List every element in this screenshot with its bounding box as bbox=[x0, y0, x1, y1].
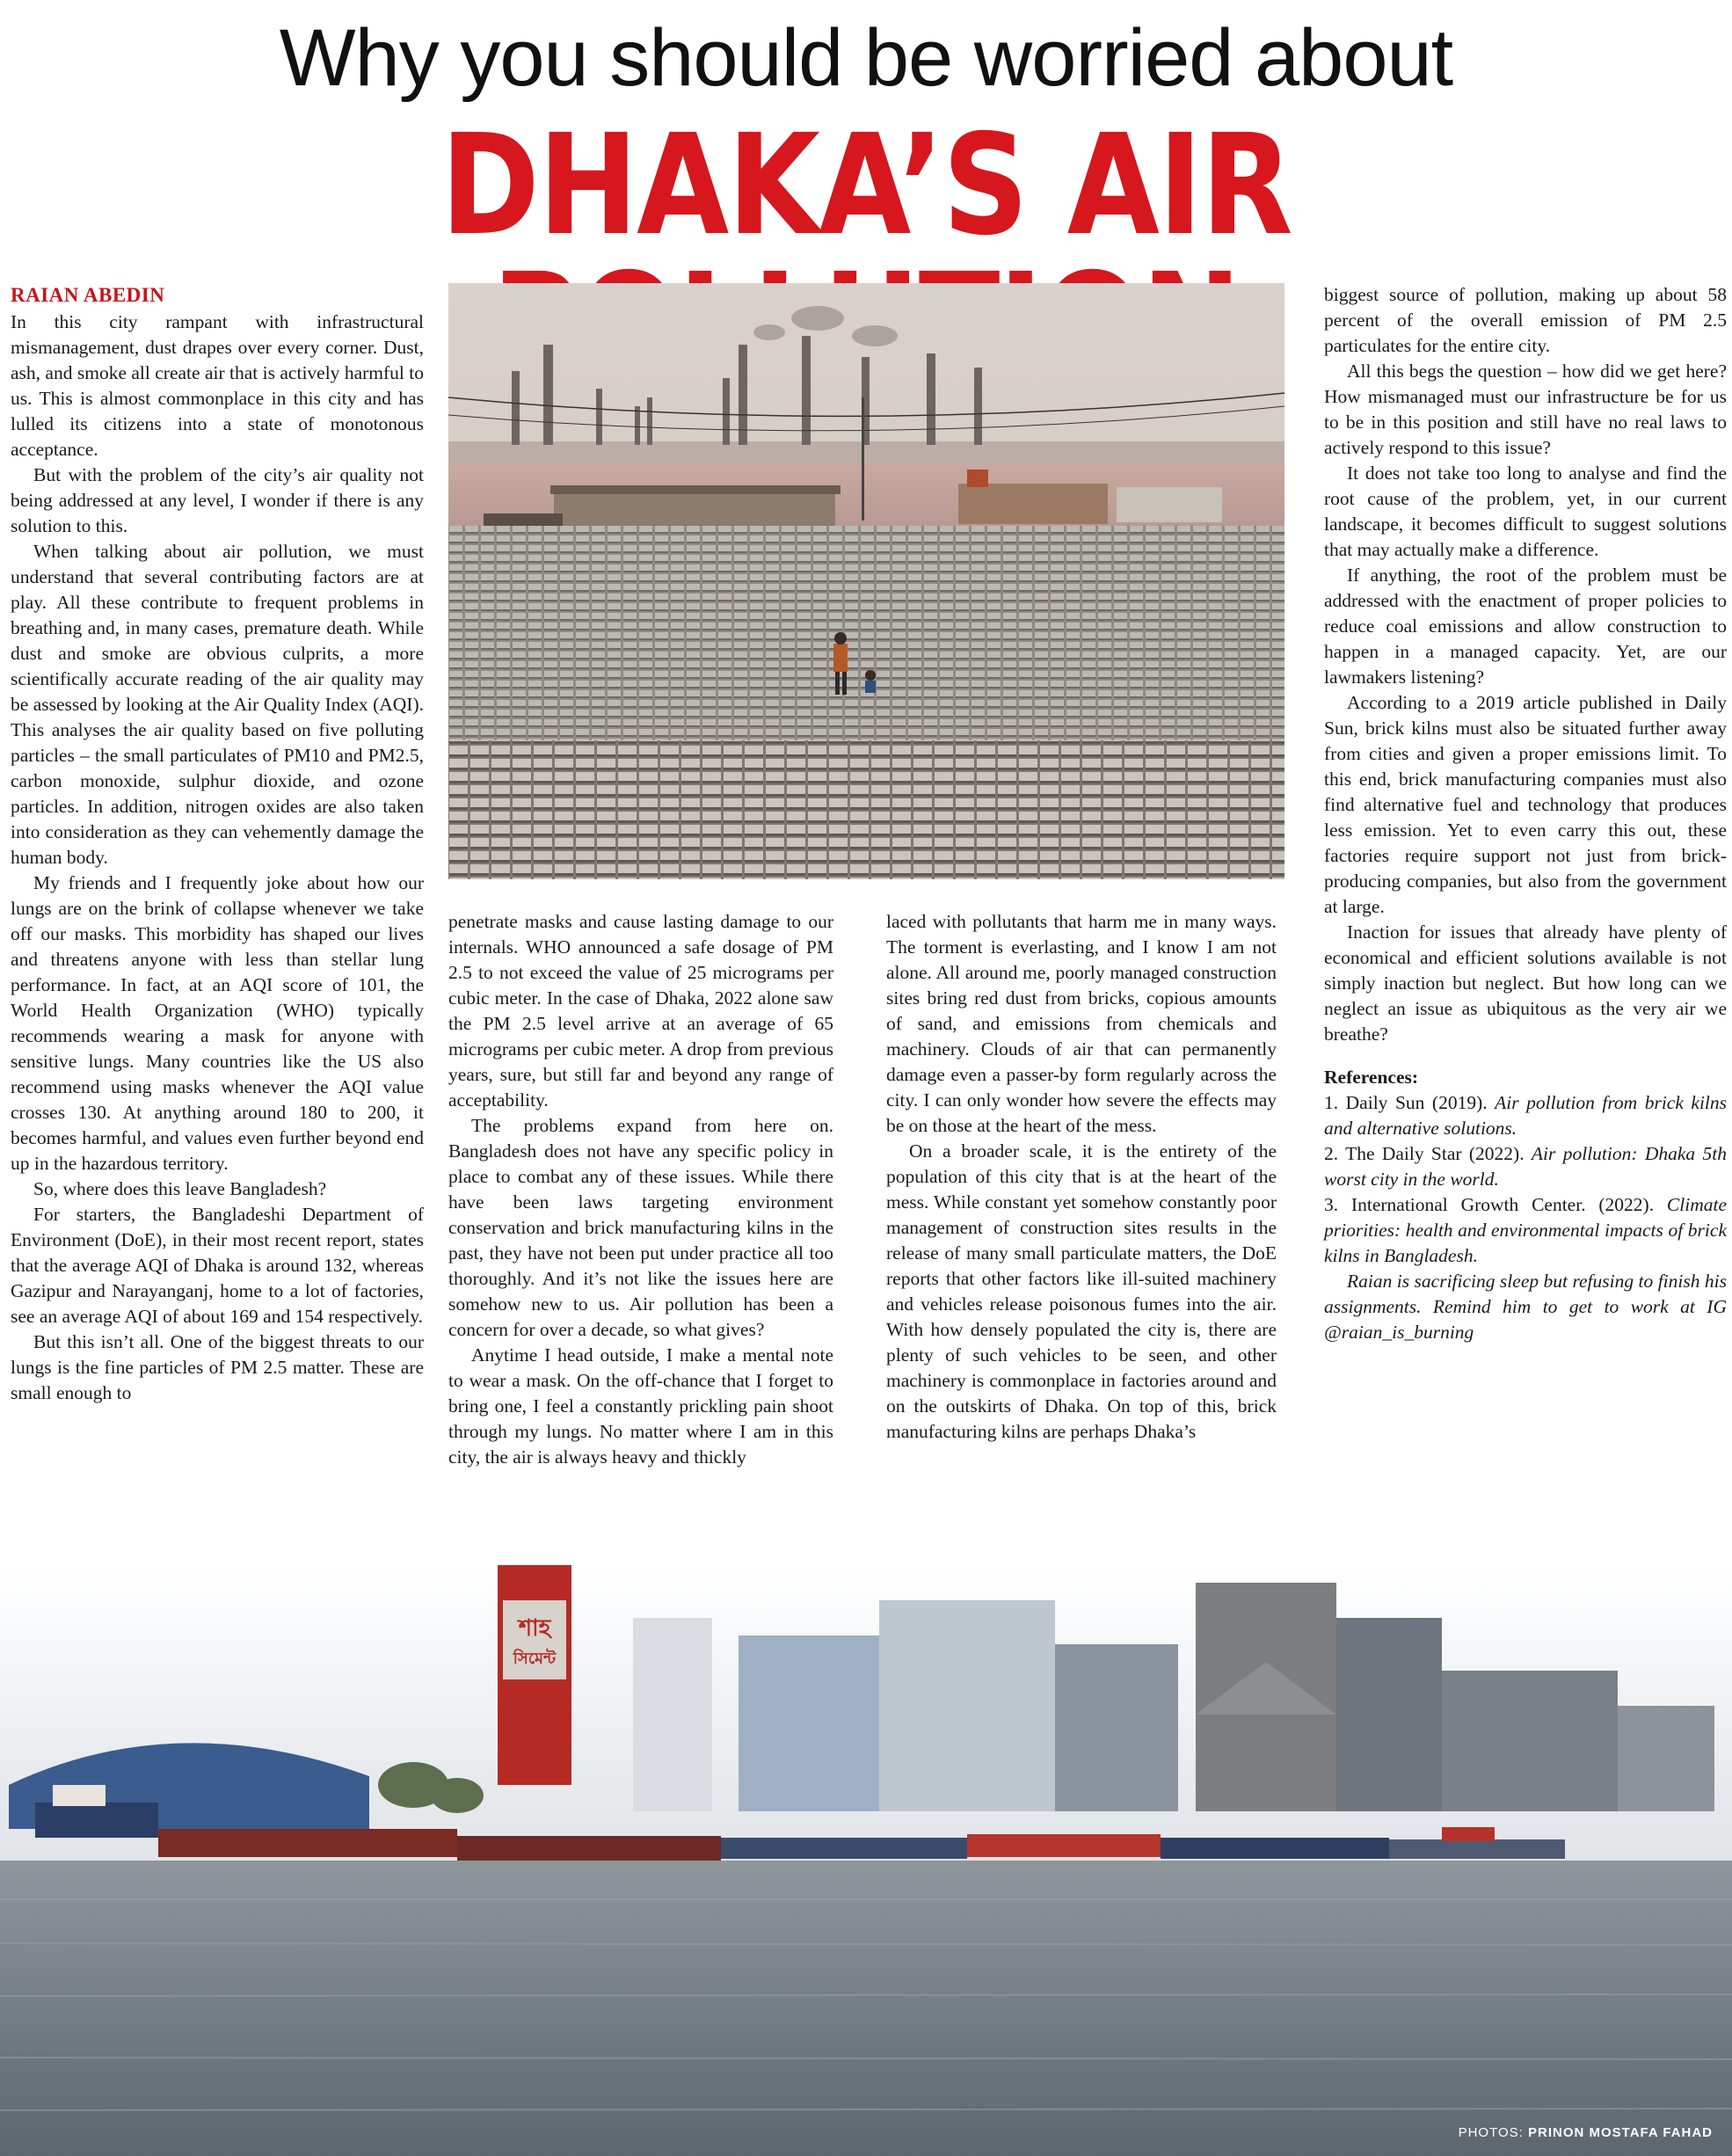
paragraph: On a broader scale, it is the entirety of the population of this city that is at the heart of the mess. While constant yet somehow constantly poor management of construction sites results in the release of many small particulate matters, the DoE reports that other factors like ill-suited machinery and vehicles release poisonous fumes into the air. With how densely populated the city is, there are plenty of such vehicles to be seen, and other machinery is commonplace in factories around and on the outskirts of Dhaka. On top of this, brick manufacturing kilns are perhaps Dhaka’s bbox=[886, 1140, 1277, 1442]
paragraph: If anything, the root of the problem must be addressed with the enactment of proper policies to reduce coal emissions and allow construction to happen in a managed capacity. Yet, are our lawmakers listening? bbox=[1324, 564, 1727, 688]
paragraph: It does not take too long to analyse and find the root cause of the problem, yet, in our current landscape, it becomes difficult to suggest solutions that may actually make a difference. bbox=[1324, 463, 1727, 560]
article-column-1 bbox=[11, 282, 424, 1406]
reference-item: 2. The Daily Star (2022). Air pollution: Dhaka 5th worst city in the world. bbox=[1324, 1143, 1727, 1190]
byline: RAIAN ABEDIN bbox=[11, 284, 165, 306]
svg-text:শাহ: শাহ bbox=[518, 1615, 551, 1642]
reference-item: 1. Daily Sun (2019). Air pollution from brick kilns and alternative solutions. bbox=[1324, 1092, 1728, 1139]
riverside-factories-photo bbox=[0, 1565, 1732, 2156]
article-column-2 bbox=[448, 909, 833, 1470]
paragraph: My friends and I frequently joke about how our lungs are on the brink of collapse whenever we take off our masks. This morbidity has shaped our lives and threatens anyone with less than stellar lung performance. In fact, at an AQI score of 101, the World Health Organization (WHO) typically recommends wearing a mask for anyone with sensitive lungs. Many countries like the US also recommend using masks whenever the AQI value crosses 130. At anything around 180 to 200, it becomes harmful, and values even further beyond end up in the hazardous territory. bbox=[11, 872, 424, 1174]
author-bio: Raian is sacrificing sleep but refusing to finish his assignments. Remind him to get to work at IG @raian_is_burning bbox=[1324, 1271, 1727, 1343]
paragraph: In this city rampant with infrastructural mismanagement, dust drapes over every corner. Dust, ash, and smoke all create air that is actively harmful to us. This is almost commonplace in this city and has lulled its citizens into a state of monotonous acceptance. bbox=[11, 311, 424, 460]
article-column-3 bbox=[886, 909, 1277, 1445]
svg-text:সিমেন্ট: সিমেন্ট bbox=[513, 1650, 557, 1668]
paragraph: laced with pollutants that harm me in many ways. The torment is everlasting, and I know I am not alone. All around me, poorly managed construction sites bring red dust from bricks, copious amounts of sand, and emissions from chemicals and machinery. Clouds of air that can permanently damage even a passer-by form regularly across the city. I can only wonder how severe the effects may be on those at the heart of the mess. bbox=[886, 911, 1277, 1136]
paragraph: But with the problem of the city’s air quality not being addressed at any level, I wonder if there is any solution to this. bbox=[11, 464, 424, 536]
paragraph: For starters, the Bangladeshi Department of Environment (DoE), in their most recent report, states that the average AQI of Dhaka is around 132, whereas Gazipur and Narayanganj, home to a lot of factories, see an average AQI of about 169 and 154 respectively. bbox=[11, 1204, 424, 1327]
paragraph: Inaction for issues that already have plenty of economical and efficient solutions available is not simply inaction but neglect. But how long can we neglect an issue as ubiquitous as the very air we breathe? bbox=[1324, 921, 1727, 1045]
headline-main: DHAKA’S AIR bbox=[440, 105, 1292, 266]
paragraph: penetrate masks and cause lasting damage to our internals. WHO announced a safe dosage of PM 2.5 to not exceed the value of 25 micrograms per cubic meter. In the case of Dhaka, 2022 alone saw the PM 2.5 level arrive at an average of 65 micrograms per cubic meter. A drop from previous years, sure, but still far and beyond any range of acceptability. bbox=[448, 911, 833, 1111]
paragraph: When talking about air pollution, we must understand that several contributing factors are at play. All these contribute to frequent problems in breathing and, in many cases, premature death. While dust and smoke are obvious culprits, a more scientifically accurate reading of the air quality may be assessed by looking at the Air Quality Index (AQI). This analyses the air quality based on five polluting particles – the small particulates of PM10 and PM2.5, carbon monoxide, sulphur dioxide, and ozone particles. In addition, nitrogen oxides are also taken into consideration as they can vehemently damage the human body. bbox=[11, 541, 424, 868]
photo-credit: PHOTOS: PRINON MOSTAFA FAHAD bbox=[1458, 2125, 1713, 2140]
paragraph: According to a 2019 article published in Daily Sun, brick kilns must also be situated further away from cities and given a proper emissions limit. To this end, brick manufacturing companies must also find alternative fuel and technology that produces less emission. Yet to even carry this out, these factories require support not just from brick-producing companies, but also from the government at large. bbox=[1324, 692, 1727, 917]
references-list bbox=[1324, 1090, 1727, 1269]
headline-top: Why you should be worried about bbox=[279, 13, 1453, 103]
paragraph: But this isn’t all. One of the biggest threats to our lungs is the fine particles of PM 2.5 matter. These are small enough to bbox=[11, 1331, 424, 1403]
cement-tower bbox=[498, 1565, 571, 1785]
paragraph: The problems expand from here on. Bangladesh does not have any specific policy in place to combat any of these issues. While there have been laws targeting environment conservation and brick manufacturing kilns in the past, they have not been put under practice all too thoroughly. And it’s not like the issues here are somehow new to us. Air pollution has been a concern for over a decade, so what gives? bbox=[448, 1115, 833, 1340]
brick-field-photo bbox=[448, 283, 1284, 879]
paragraph: So, where does this leave Bangladesh? bbox=[33, 1178, 327, 1199]
references-title: References: bbox=[1324, 1067, 1419, 1088]
paragraph: All this begs the question – how did we get here? How mismanaged must our infrastructure be for us to be in this position and still have no real laws to actively respond to this issue? bbox=[1324, 361, 1727, 458]
reference-item: 3. International Growth Center. (2022). Climate priorities: health and environmental impacts of brick kilns in Bangladesh. bbox=[1324, 1194, 1727, 1266]
paragraph: biggest source of pollution, making up about 58 percent of the overall emission of PM 2.5 particulates for the entire city. bbox=[1324, 284, 1727, 356]
paragraph: Anytime I head outside, I make a mental note to wear a mask. On the off-chance that I forget to bring one, I feel a constantly prickling pain shoot through my lungs. No matter where I am in this city, the air is always heavy and thickly bbox=[448, 1344, 833, 1468]
article-column-4 bbox=[1324, 282, 1727, 1345]
